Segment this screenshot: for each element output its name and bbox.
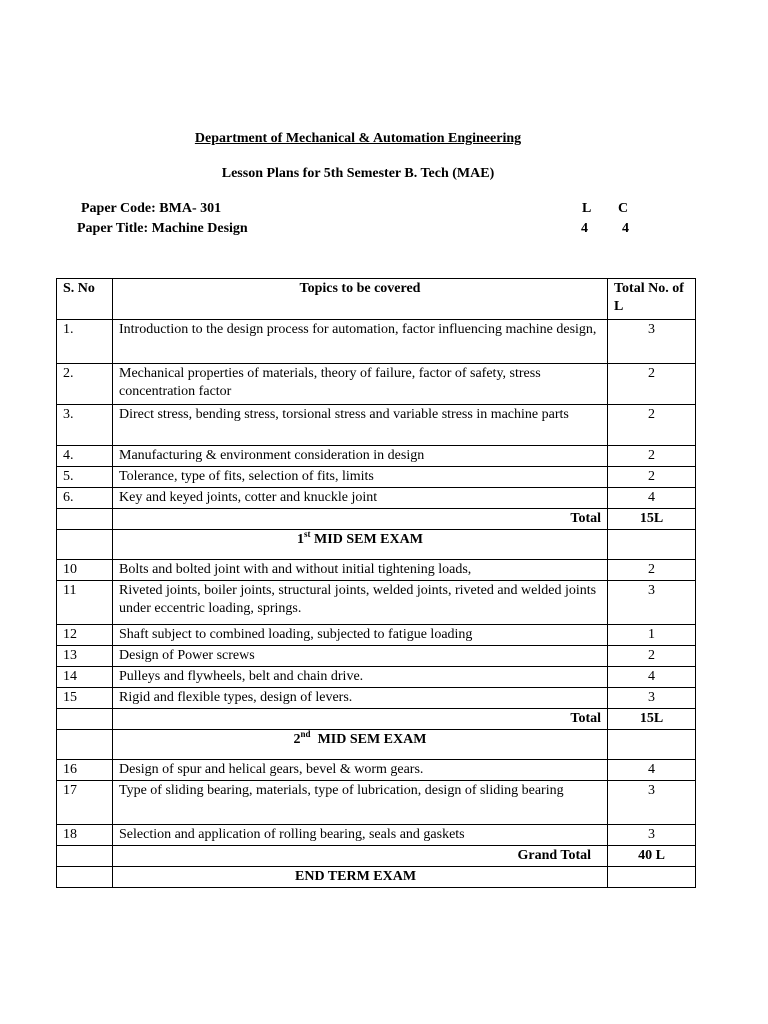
mid-sem-exam-1 — [113, 530, 608, 560]
empty-cell — [57, 709, 113, 730]
row-topic: Design of Power screws — [113, 646, 608, 667]
exam-row-1 — [57, 530, 696, 560]
row-topic: Bolts and bolted joint with and without initial tightening loads, — [113, 560, 608, 581]
c-value: 4 — [622, 221, 629, 236]
row-topic: Key and keyed joints, cotter and knuckle joint — [113, 488, 608, 509]
row-lectures: 3 — [608, 320, 696, 364]
row-lectures: 1 — [608, 625, 696, 646]
total-row-2 — [57, 709, 696, 730]
paper-title: Paper Title: Machine Design — [77, 221, 248, 236]
row-sno: 15 — [57, 688, 113, 709]
row-topic: Rigid and flexible types, design of levers. — [113, 688, 608, 709]
table-row — [57, 581, 696, 625]
empty-cell — [608, 730, 696, 760]
row-lectures: 3 — [608, 581, 696, 625]
total-row-1 — [57, 509, 696, 530]
row-lectures: 3 — [608, 688, 696, 709]
row-sno: 13 — [57, 646, 113, 667]
l-header: L — [582, 201, 592, 216]
section-3-rows — [57, 760, 696, 888]
empty-cell — [608, 530, 696, 560]
table-row — [57, 688, 696, 709]
row-topic: Pulleys and flywheels, belt and chain drive. — [113, 667, 608, 688]
table-row — [57, 405, 696, 446]
grand-total-row — [57, 846, 696, 867]
exam-row-2 — [57, 730, 696, 760]
row-lectures: 3 — [608, 825, 696, 846]
total-value: 15L — [608, 509, 696, 530]
row-topic: Manufacturing & environment consideration in design — [113, 446, 608, 467]
table-row — [57, 781, 696, 825]
end-term-exam-row — [57, 867, 696, 888]
exam-ordinal-suffix: nd — [300, 729, 311, 739]
row-sno: 5. — [57, 467, 113, 488]
mid-sem-exam-2 — [113, 730, 608, 760]
section-1-rows — [57, 320, 696, 560]
row-sno: 3. — [57, 405, 113, 446]
grand-total-label: Grand Total — [113, 846, 608, 867]
table-row — [57, 760, 696, 781]
total-label: Total — [113, 509, 608, 530]
table-row — [57, 560, 696, 581]
row-topic: Shaft subject to combined loading, subjected to fatigue loading — [113, 625, 608, 646]
row-topic: Introduction to the design process for automation, factor influencing machine design, — [113, 320, 608, 364]
row-lectures: 2 — [608, 646, 696, 667]
row-lectures: 2 — [608, 364, 696, 405]
row-sno: 10 — [57, 560, 113, 581]
row-sno: 2. — [57, 364, 113, 405]
table-row — [57, 667, 696, 688]
exam-label: MID SEM EXAM — [310, 532, 423, 547]
row-lectures: 2 — [608, 467, 696, 488]
row-sno: 6. — [57, 488, 113, 509]
grand-total-value: 40 L — [608, 846, 696, 867]
empty-cell — [57, 530, 113, 560]
row-lectures: 2 — [608, 560, 696, 581]
row-topic: Type of sliding bearing, materials, type of lubrication, design of sliding bearing — [113, 781, 608, 825]
paper-code: Paper Code: BMA- 301 — [81, 201, 222, 216]
row-lectures: 2 — [608, 446, 696, 467]
row-sno: 14 — [57, 667, 113, 688]
l-value: 4 — [581, 221, 588, 236]
exam-label: MID SEM EXAM — [310, 732, 427, 747]
row-sno: 16 — [57, 760, 113, 781]
row-sno: 17 — [57, 781, 113, 825]
table-row — [57, 488, 696, 509]
table-row — [57, 320, 696, 364]
row-topic: Mechanical properties of materials, theory of failure, factor of safety, stress concentration factor — [113, 364, 608, 405]
col-header-total-lectures: Total No. of L — [608, 279, 696, 320]
table-header-row — [57, 279, 696, 320]
row-topic: Selection and application of rolling bearing, seals and gaskets — [113, 825, 608, 846]
row-sno: 11 — [57, 581, 113, 625]
table-row — [57, 364, 696, 405]
row-sno: 18 — [57, 825, 113, 846]
row-lectures: 4 — [608, 667, 696, 688]
exam-ordinal: 1 — [297, 532, 305, 547]
lesson-plan-subtitle: Lesson Plans for 5th Semester B. Tech (MAE) — [221, 166, 495, 181]
c-header: C — [618, 201, 629, 216]
row-lectures: 4 — [608, 760, 696, 781]
table-row — [57, 446, 696, 467]
lesson-plan-table — [56, 278, 696, 888]
end-term-exam: END TERM EXAM — [113, 867, 608, 888]
row-topic: Tolerance, type of fits, selection of fits, limits — [113, 467, 608, 488]
table-row — [57, 625, 696, 646]
empty-cell — [608, 867, 696, 888]
table-row — [57, 467, 696, 488]
col-header-sno: S. No — [57, 279, 113, 320]
col-header-topics: Topics to be covered — [113, 279, 608, 320]
total-label: Total — [113, 709, 608, 730]
department-title: Department of Mechanical & Automation Engineering — [194, 131, 522, 146]
row-lectures: 4 — [608, 488, 696, 509]
exam-ordinal: 2 — [293, 732, 301, 747]
row-sno: 1. — [57, 320, 113, 364]
row-sno: 4. — [57, 446, 113, 467]
empty-cell — [57, 509, 113, 530]
row-topic: Design of spur and helical gears, bevel & worm gears. — [113, 760, 608, 781]
exam-ordinal-suffix: st — [304, 529, 311, 539]
empty-cell — [57, 846, 113, 867]
empty-cell — [57, 867, 113, 888]
row-topic: Direct stress, bending stress, torsional stress and variable stress in machine parts — [113, 405, 608, 446]
section-2-rows — [57, 560, 696, 760]
row-sno: 12 — [57, 625, 113, 646]
empty-cell — [57, 730, 113, 760]
row-lectures: 2 — [608, 405, 696, 446]
row-lectures: 3 — [608, 781, 696, 825]
table-row — [57, 646, 696, 667]
total-value: 15L — [608, 709, 696, 730]
table-row — [57, 825, 696, 846]
row-topic: Riveted joints, boiler joints, structural joints, welded joints, riveted and welded joints under eccentric loading, springs. — [113, 581, 608, 625]
